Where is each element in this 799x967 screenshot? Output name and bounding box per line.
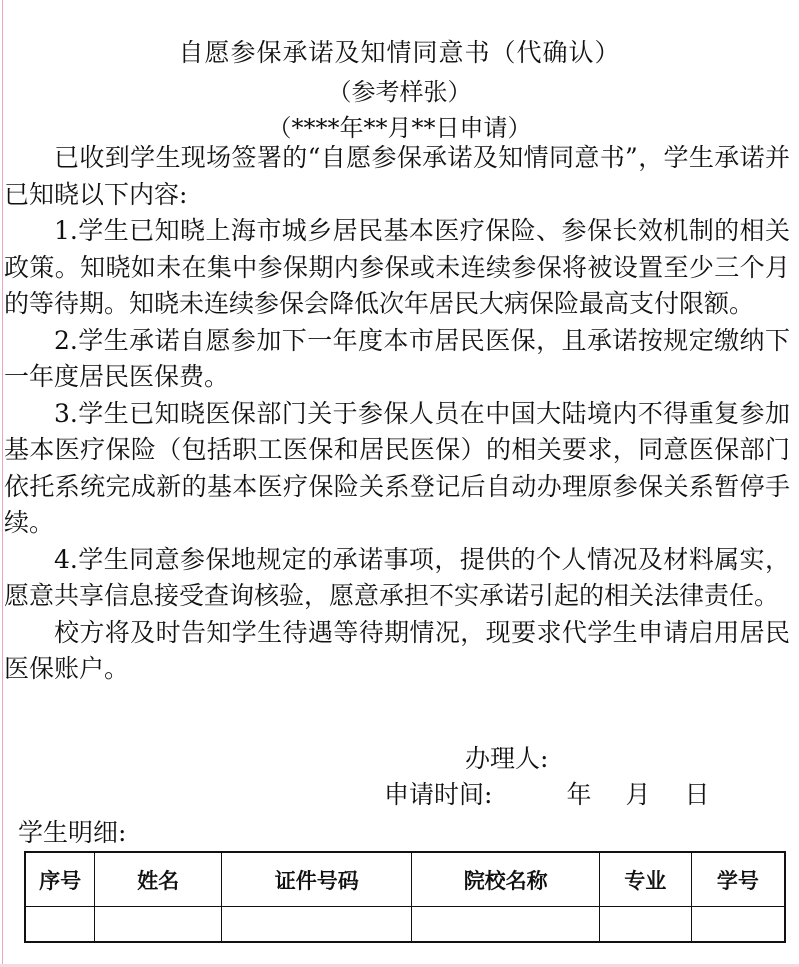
table-cell bbox=[691, 907, 785, 943]
table-cell bbox=[95, 907, 222, 943]
clause-3: 3.学生已知晓医保部门关于参保人员在中国大陆境内不得重复参加基本医疗保险（包括职工医保和居民医保）的相关要求，同意医保部门依托系统完成新的基本医疗保险关系登记后自动办理原参保关系暂停手续。 bbox=[4, 398, 790, 537]
month-label: 月 bbox=[625, 780, 651, 809]
document-title: 自愿参保承诺及知情同意书（代确认） bbox=[178, 38, 621, 67]
clause-2: 2.学生承诺自愿参加下一年度本市居民医保，且承诺按规定缴纳下一年度居民医保费。 bbox=[4, 325, 790, 391]
closing-paragraph: 校方将及时告知学生待遇等待期情况，现要求代学生申请启用居民医保账户。 bbox=[4, 617, 790, 683]
column-header-major: 专业 bbox=[599, 852, 691, 907]
year-label: 年 bbox=[566, 780, 592, 809]
application-date: （****年**月**日申请） bbox=[267, 114, 532, 142]
apply-time-line bbox=[384, 775, 709, 811]
apply-time-label: 申请时间: bbox=[384, 780, 493, 809]
student-detail-label: 学生明细: bbox=[18, 818, 127, 847]
table-cell bbox=[412, 907, 599, 943]
document-body bbox=[4, 140, 790, 688]
day-label: 日 bbox=[684, 780, 710, 809]
handler-label: 办理人: bbox=[465, 744, 549, 773]
column-header-school: 院校名称 bbox=[412, 852, 599, 907]
clause-1: 1.学生已知晓上海市城乡居民基本医疗保险、参保长效机制的相关政策。知晓如未在集中参保期内参保或未连续参保将被设置至少三个月的等待期。知晓未连续参保会降低次年居民大病保险最高支付限额。 bbox=[4, 216, 790, 318]
column-header-name: 姓名 bbox=[95, 852, 222, 907]
document-subtitle: （参考样张） bbox=[327, 78, 472, 106]
student-detail-table bbox=[24, 851, 786, 943]
table-cell bbox=[25, 907, 95, 943]
column-header-index: 序号 bbox=[25, 852, 95, 907]
table-row bbox=[25, 907, 785, 943]
clause-4: 4.学生同意参保地规定的承诺事项，提供的个人情况及材料属实，愿意共享信息接受查询核验，愿意承担不实承诺引起的相关法律责任。 bbox=[4, 544, 790, 610]
page-margin-line bbox=[2, 0, 3, 967]
table-cell bbox=[599, 907, 691, 943]
table-cell bbox=[222, 907, 412, 943]
table-header-row bbox=[25, 852, 785, 907]
column-header-student-id: 学号 bbox=[691, 852, 785, 907]
column-header-id-number: 证件号码 bbox=[222, 852, 412, 907]
intro-paragraph: 已收到学生现场签署的“自愿参保承诺及知情同意书”，学生承诺并已知晓以下内容: bbox=[4, 143, 790, 209]
